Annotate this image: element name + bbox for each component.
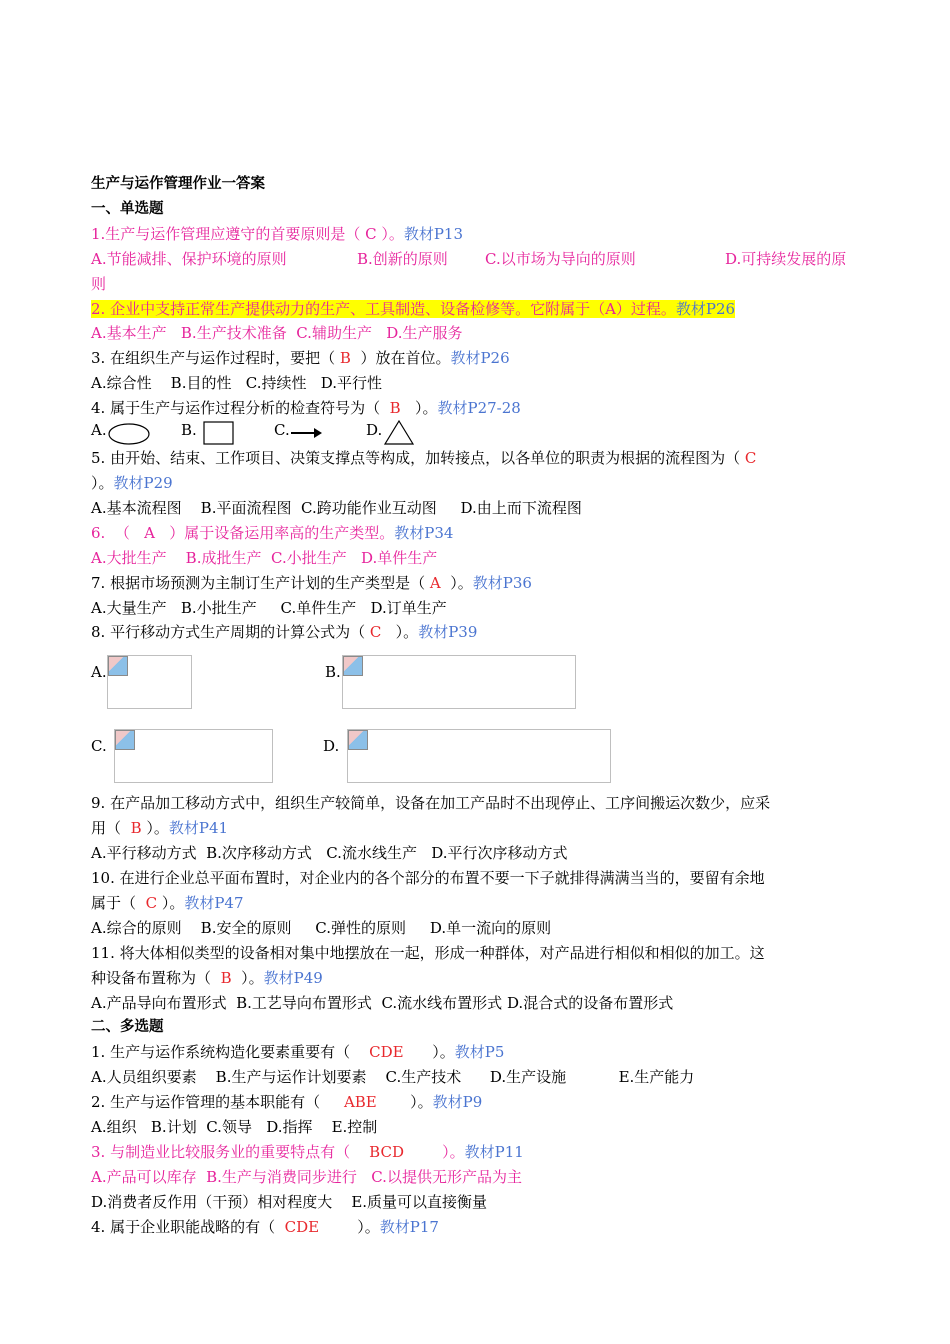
q3-ref: 教材P26 [450, 349, 510, 368]
doc-title: 生产与运作管理作业一答案 [91, 176, 265, 192]
q3-options: A.综合性 B.目的性 C.持续性 D.平行性 [91, 374, 383, 393]
m1-options: A.人员组织要素 B.生产与运作计划要素 C.生产技术 D.生产设施 E.生产能力 [91, 1068, 695, 1087]
q11-options: A.产品导向布置形式 B.工艺导向布置形式 C.流水线布置形式 D.混合式的设备布置形式 [91, 993, 674, 1012]
multi-question-2: 2. 生产与运作管理的基本职能有（ ABE ）。教材P9 [91, 1093, 483, 1112]
m2-answer: ABE [343, 1093, 377, 1112]
section-single-choice: 一、单选题 [91, 200, 164, 217]
question-1 [91, 222, 863, 247]
question-7: 7. 根据市场预测为主制订生产计划的生产类型是（ A ）。教材P36 [91, 573, 532, 592]
m4-ref: 教材P17 [379, 1217, 439, 1236]
m1-answer: CDE [369, 1043, 404, 1062]
question-8: 8. 平行移动方式生产周期的计算公式为（ C ）。教材P39 [91, 623, 478, 642]
q4-symbol-options [91, 421, 863, 446]
question-5-cont: ）。教材P29 [91, 473, 173, 492]
q4-opt-a: A. [91, 421, 107, 440]
q9-answer: B [130, 819, 142, 838]
q1-options [91, 247, 863, 272]
q6-options: A.大批生产 B.成批生产 C.小批生产 D.单件生产 [91, 548, 438, 567]
q2-ref: 教材P26 [675, 299, 736, 318]
q4-opt-b: B. [181, 421, 197, 440]
q1-opt-a: A.节能减排、保护环境的原则 [91, 249, 287, 268]
q1-text: 1.生产与运作管理应遵守的首要原则是（ C ）。 [91, 224, 404, 243]
broken-image-icon [108, 656, 128, 676]
m3-options-2: D.消费者反作用（干预）相对程度大 E.质量可以直接衡量 [91, 1192, 488, 1211]
question-10: 10. 在进行企业总平面布置时，对企业内的各个部分的布置不要一下子就排得满满当当的，要留有余地 [91, 869, 765, 888]
q8-ref: 教材P39 [418, 623, 478, 642]
m2-ref: 教材P9 [432, 1093, 483, 1112]
q1-opt-d: D.可持续发展的原 [725, 249, 847, 268]
q11-answer: B [220, 968, 232, 987]
q5-answer: C [744, 449, 757, 468]
q9-ref: 教材P41 [168, 819, 229, 838]
q3-answer: B [339, 349, 351, 368]
q8-formula-row-1 [91, 645, 863, 719]
q8-opt-d: D. [323, 737, 340, 756]
section-multi-choice: 二、多选题 [91, 1019, 164, 1036]
question-6: 6. （ A ）属于设备运用率高的生产类型。教材P34 [91, 523, 454, 542]
q4-opt-d: D. [366, 421, 383, 440]
q5-ref: 教材P29 [113, 473, 173, 492]
question-11: 11. 将大体相似类型的设备相对集中地摆放在一起，形成一种群体，对产品进行相似和相似的加工。这 [91, 943, 765, 962]
q10-answer: C [145, 893, 158, 912]
q2-text: 2. 企业中支持正常生产提供动力的生产、工具制造、设备检修等。它附属于（A）过程。 [91, 299, 676, 318]
m3-ref: 教材P11 [464, 1143, 524, 1161]
m4-answer: CDE [284, 1217, 320, 1236]
q8-opt-a: A. [91, 663, 107, 682]
q4-ref: 教材P27-28 [437, 399, 521, 418]
broken-image-icon [115, 730, 135, 750]
q1-ref: 教材P13 [403, 224, 464, 243]
triangle-symbol-icon [383, 419, 415, 446]
broken-image-icon [343, 656, 363, 676]
q8-answer: C [369, 623, 382, 642]
square-symbol-icon [203, 421, 235, 446]
ellipse-symbol-icon [108, 423, 150, 445]
question-9-cont: 用（ B ）。教材P41 [91, 819, 229, 838]
broken-image-icon [348, 730, 368, 750]
question-11-cont: 种设备布置称为（ B ）。教材P49 [91, 968, 323, 987]
q1-opt-c: C.以市场为导向的原则 [485, 249, 636, 268]
q2-options: A.基本生产 B.生产技术准备 C.辅助生产 D.生产服务 [91, 324, 463, 343]
q10-options: A.综合的原则 B.安全的原则 C.弹性的原则 D.单一流向的原则 [91, 918, 552, 937]
q8-formula-row-2 [91, 719, 863, 793]
m2-options: A.组织 B.计划 C.领导 D.指挥 E.控制 [91, 1118, 378, 1137]
q4-answer: B [389, 399, 401, 418]
formula-image-c [114, 729, 273, 783]
q8-opt-c: C. [91, 737, 107, 756]
formula-image-a [107, 655, 192, 709]
multi-question-1: 1. 生产与运作系统构造化要素重要有（ CDE ）。教材P5 [91, 1043, 505, 1062]
q9-options: A.平行移动方式 B.次序移动方式 C.流水线生产 D.平行次序移动方式 [91, 844, 568, 863]
question-10-cont: 属于（ C ）。教材P47 [91, 893, 244, 912]
m3-options: A.产品可以库存 B.生产与消费同步进行 C.以提供无形产品为主 [91, 1167, 522, 1186]
m3-answer: BCD [369, 1143, 404, 1161]
question-3: 3. 在组织生产与运作过程时，要把（ B ）放在首位。教材P26 [91, 349, 510, 368]
q5-options: A.基本流程图 B.平面流程图 C.跨功能作业互动图 D.由上而下流程图 [91, 498, 582, 517]
formula-image-d [347, 729, 611, 783]
q11-ref: 教材P49 [263, 968, 323, 987]
question-9: 9. 在产品加工移动方式中，组织生产较简单，设备在加工产品时不出现停止、工序间搬运次数少，应采 [91, 794, 771, 813]
question-2 [91, 297, 863, 322]
q7-answer: A [429, 573, 441, 592]
q6-ref: 教材P34 [394, 523, 454, 542]
q1-options-cont: 则 [91, 274, 107, 293]
question-4: 4. 属于生产与运作过程分析的检查符号为（ B ）。教材P27-28 [91, 399, 521, 418]
question-5: 5. 由开始、结束、工作项目、决策支撑点等构成，加转接点，以各单位的职责为根据的流程图为（ C [91, 449, 757, 468]
q7-options: A.大量生产 B.小批生产 C.单件生产 D.订单生产 [91, 598, 447, 617]
document-page [91, 172, 863, 1240]
q4-opt-c: C. [274, 421, 290, 440]
q7-ref: 教材P36 [472, 573, 532, 592]
multi-question-3: 3. 与制造业比较服务业的重要特点有（ BCD ）。教材P11 [91, 1143, 524, 1161]
q10-ref: 教材P47 [184, 893, 244, 912]
formula-image-b [342, 655, 576, 709]
arrow-symbol-icon [291, 426, 323, 440]
multi-question-4: 4. 属于企业职能战略的有（ CDE ）。教材P17 [91, 1217, 439, 1236]
m1-ref: 教材P5 [454, 1043, 505, 1062]
q1-opt-b: B.创新的原则 [357, 249, 448, 268]
q8-opt-b: B. [325, 663, 341, 682]
